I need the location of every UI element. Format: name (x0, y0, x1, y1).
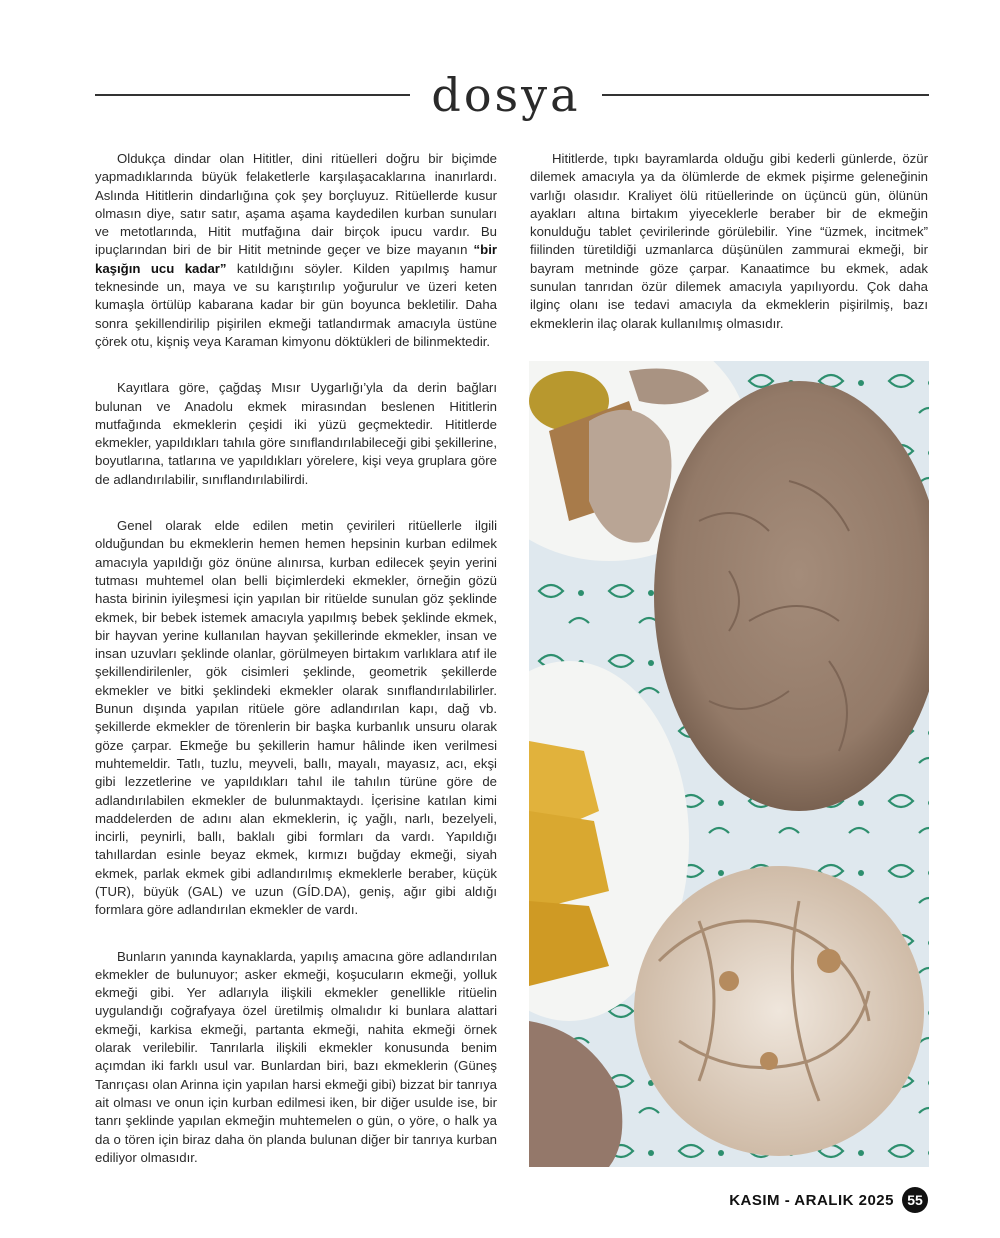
left-paragraph-2: Kayıtlara göre, çağdaş Mısır Uygarlığı’yla da derin bağları bulunan ve Anadolu ekmek mirasından beslenen Hititlerin mutfağında ekmeklerin çeşidi iki yüzü geçmektedir. Hititlerde ekmekler, yapıldıkları tahıla göre sınıflandırılabileceği gibi şekillerine, boyutlarına, tatlarına ve yapıldıkları yörelere, kişi veya gruplara göre de adlandırılabilir, sınıflandırılabilirdi. (95, 380, 497, 487)
section-title: dosya (431, 68, 581, 122)
left-paragraph-4: Bunların yanında kaynaklarda, yapılış amacına göre adlandırılan ekmekler de bulunuyor; asker ekmeği, koşucuların ekmeği, yolluk ekmeği gibi. Yer adlarıyla ilişkili ekmekler genellikle ritüelin uygulandığı coğrafyaya özel üretilmiş olmalıdır ki bunlara alattari ekmeği, karkisa ekmeği, partanta ekmeği, nahita ekmeği örnek olarak verilebilir. Tanrılarla ilişkili ekmekler konusunda benim açımdan iki farklı usul var. Bunlardan biri, bazı ekmeklerin (Güneş Tanrıçası olan Arinna için yapılan harsi ekmeği gibi) bizzat bir tanrıya ait olması ve onun için kurban edilmesi iken, bir diğer usulde ise, bir tanrı şeklinde yapılan ekmeğin muhtemelen o gün, o yöre, o halk ya da o tören için biraz daha ön planda bulunan diğer bir tanrıya kurban ediliyor olmasıdır. (95, 948, 497, 1165)
left-paragraph-1 (95, 150, 497, 351)
page-number-badge: 55 (902, 1187, 928, 1213)
plaited-bread (634, 866, 924, 1156)
header-rule-right (602, 94, 929, 96)
left-paragraph-1-text-a: Oldukça dindar olan Hititler, dini ritüelleri doğru bir biçimde yapmadıklarında büyük felaketlerle karşılaşacaklarına inanırlardı. Aslında Hititlerin dindarlığına çok şey borçluyuz. Ritüellerde kusur olmasın diye, satır satır, aşama aşama kaydedilen kurban sunuları ve metotlarında, Hitit mutfağına dair birçok ipucu vardır. Bu ipuçlarından biri de bir Hitit metninde geçer ve bize mayanın (95, 151, 497, 258)
left-paragraph-3: Genel olarak elde edilen metin çevirileri ritüellerle ilgili olduğundan bu ekmeklerin hemen hemen hepsinin kurban edilmek amacıyla yapıldığı göz önüne alınırsa, kurban edilecek şeyin yerini tutması muhtemel olan belli biçimlerdeki ekmekler, örneğin gözü hasta birinin iyileşmesi için yapılan bir ritüelde sunulan göz şeklinde ekmek, bir bebek istemek amacıyla yapılmış bebek şeklinde ekmek, bir hayvan yerine kullanılan hayvan şekillerinde ekmekler, insan ve insan uzuvları şeklinde olanlar, görülmeyen birtakım varlıklara atıf ile şekillendirilenler, gök cisimleri şeklinde, geometrik şekillerde ekmekler ve bitki şeklindeki ekmekler olarak sınıflandırılabilirler. Bunun dışında yapılan ritüele göre adlandırılan kapı, dağ vb. şekillerde ekmekler de törenlerin bir başka kurbanlık unsuru olarak göze çarpar. Ekmeğe bu şekillerin hamur hâlinde iken verilmesi muhtemeldir. Tatlı, tuzlu, meyveli, ballı, mayalı, mayasız, acı, ekşi gibi lezzetlerine ve yapıldıkları tahıl ile tahılın türüne göre de adlandırılabilen ekmekler de bulunmaktaydı. İçerisine katılan kimi maddelerden de adını alan ekmeklerin, iç yağlı, narlı, bezelyeli, incirli, peynirli, ballı, baklalı gibi formları da vardı. Yapıldığı tahıllardan esinle beyaz ekmek, kırmızı buğday ekmeği, siyah ekmek, parlak ekmek gibi adlandırılmış ekmeklerle beraber, küçük (TUR), büyük (GAL) ve uzun (GÍD.DA), geniş, ağır gibi aldığı formlara göre adlandırılan ekmekler de vardı. (95, 518, 497, 918)
left-paragraph-1-bold: “bir kaşığın ucu kadar” (95, 242, 497, 276)
header-rule-left (95, 94, 410, 96)
left-paragraph-1-text-b: katıldığını söyler. Kilden yapılmış hamur teknesinde un, maya ve su karıştırılıp yoğurulur ve üzeri keten kumaşla örtülüp kabarana kadar bir gün boyunca bekletilir. Daha sonra şekillendirilip pişirilen ekmeği tatlandırmak amacıyla üstüne çörek otu, kişniş veya Karaman kimyonu döktükleri de bilinmektedir. (95, 260, 497, 349)
right-paragraph-1: Hititlerde, tıpkı bayramlarda olduğu gibi kederli günlerde, özür dilemek amacıyla ya da ölümlerde de ekmek pişirme geleneğinin varlığı olasıdır. Kraliyet ölü ritüellerinde on üçüncü gün, ölünün ayakları altına birtakım yiyeceklerle beraber bir de ekmeğin konulduğu tablet çevirilerinde görülebilir. Yine “üzmek, incitmek” fiilinden türetildiği uzmanlarca düşünülen zammurai ekmeği, bir bayram metninde göze çarpar. Kanaatimce bu ekmek, adak sunulan tanrıdan özür dilemek amacıyla yapılıyordu. Çok daha ilginç olanı ise tedavi amacıyla da ekmeklerin pişirilmiş, bazı ekmeklerin ilaç olarak kullanılmış olmasıdır. (530, 151, 928, 331)
right-column (530, 150, 928, 361)
issue-label: KASIM - ARALIK 2025 (729, 1191, 894, 1209)
bread-photo-illustration (529, 361, 929, 1167)
bread-photo (529, 361, 929, 1167)
left-column (95, 150, 497, 1195)
page-header (0, 66, 1000, 126)
page-footer (729, 1186, 928, 1214)
